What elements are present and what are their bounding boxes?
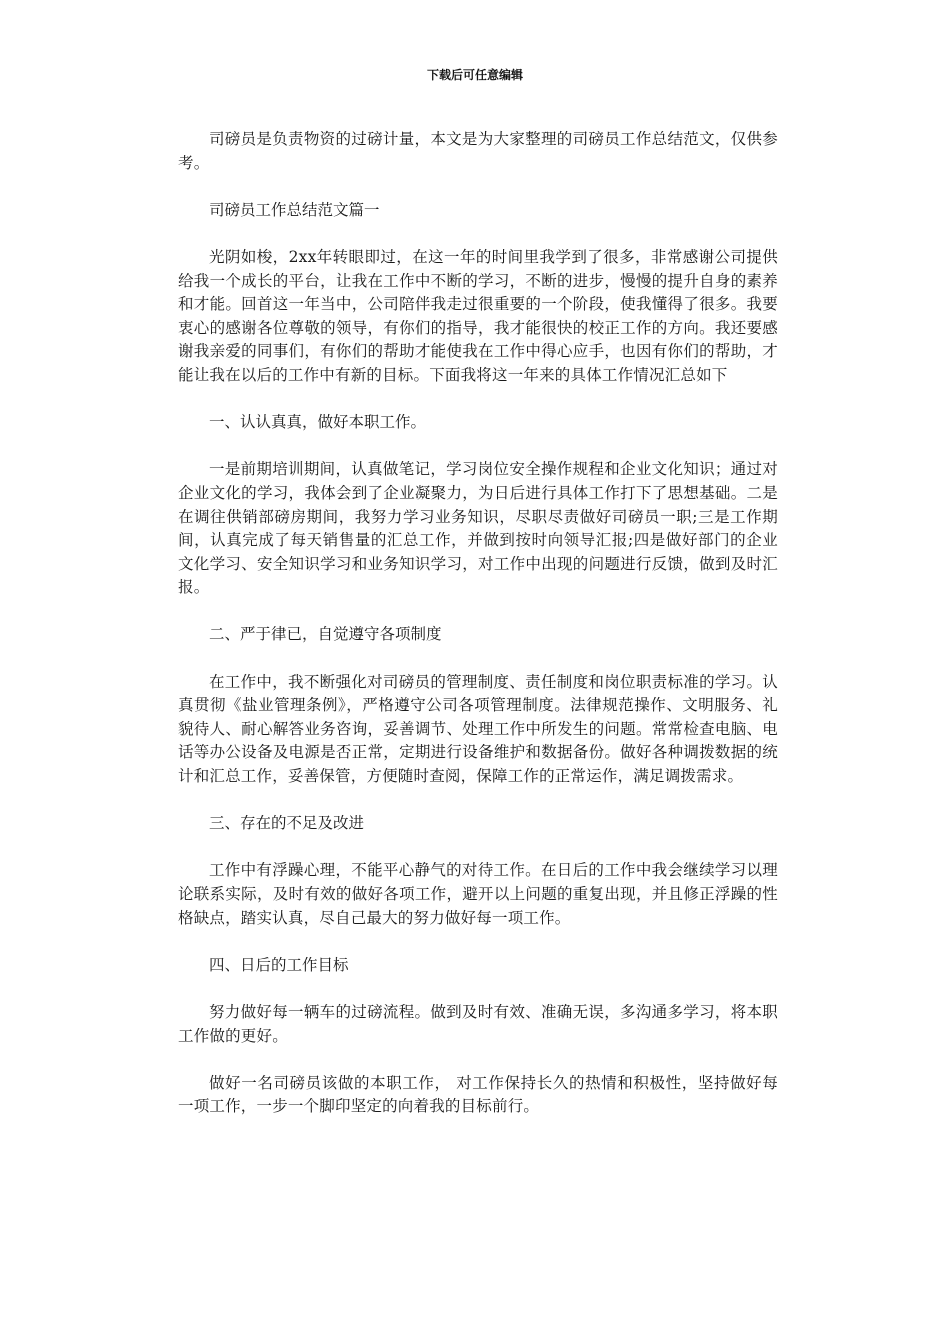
intro-paragraph: 司磅员是负责物资的过磅计量，本文是为大家整理的司磅员工作总结范文，仅供参考。 (178, 130, 778, 172)
closing-paragraph: 做好一名司磅员该做的本职工作， 对工作保持长久的热情和积极性，坚持做好每一项工作，一步一个脚印坚定的向着我的目标前行。 (178, 1073, 778, 1116)
section-heading-3: 三、存在的不足及改进 (209, 814, 365, 833)
section-heading-4: 四、日后的工作目标 (209, 955, 349, 974)
page-header: 下载后可任意编辑 (426, 68, 523, 82)
opening-paragraph: 光阴如梭，2xx年转眼即过，在这一年的时间里我学到了很多，非常感谢公司提供给我一个成长的平台，让我在工作中不断的学习，不断的进步，慢慢的提升自身的素养和才能。回首这一年当中，公司陪伴我走过很重要的一个阶段，使我懂得了很多。我要衷心的感谢各位尊敬的领导，有你们的指导，我才能很快的校正工作的方向。我还要感谢我亲爱的同事们，有你们的帮助才能使我在工作中得心应手，也因有你们的帮助，才能让我在以后的工作中有新的目标。下面我将这一年来的具体工作情况汇总如下 (178, 247, 778, 384)
section-1-paragraph: 一是前期培训期间，认真做笔记，学习岗位安全操作规程和企业文化知识；通过对企业文化的学习，我体会到了企业凝聚力，为日后进行具体工作打下了思想基础。二是在调往供销部磅房期间，我努力学习业务知识，尽职尽责做好司磅员一职;三是工作期间，认真完成了每天销售量的汇总工作，并做到按时向领导汇报;四是做好部门的企业文化学习、安全知识学习和业务知识学习，对工作中出现的问题进行反馈，做到及时汇报。 (178, 460, 778, 597)
section-heading-2: 二、严于律已，自觉遵守各项制度 (209, 625, 442, 644)
document-body (178, 128, 778, 1143)
section-heading-1: 一、认认真真，做好本职工作。 (209, 413, 427, 432)
section-4-paragraph: 努力做好每一辆车的过磅流程。做到及时有效、准确无误，多沟通多学习，将本职工作做的更好。 (178, 1002, 778, 1045)
article-title: 司磅员工作总结范文篇一 (209, 200, 380, 219)
section-3-paragraph: 工作中有浮躁心理，不能平心静气的对待工作。在日后的工作中我会继续学习以理论联系实际，及时有效的做好各项工作，避开以上问题的重复出现，并且修正浮躁的性格缺点，踏实认真，尽自己最大的努力做好每一项工作。 (178, 861, 778, 927)
section-2-paragraph: 在工作中，我不断强化对司磅员的管理制度、责任制度和岗位职责标准的学习。认真贯彻《盐业管理条例》，严格遵守公司各项管理制度。法律规范操作、文明服务、礼貌待人、耐心解答业务咨询，妥善调节、处理工作中所发生的问题。常常检查电脑、电话等办公设备及电源是否正常，定期进行设备维护和数据备份。做好各种调拨数据的统计和汇总工作，妥善保管，方便随时查阅，保障工作的正常运作，满足调拨需求。 (178, 672, 778, 786)
